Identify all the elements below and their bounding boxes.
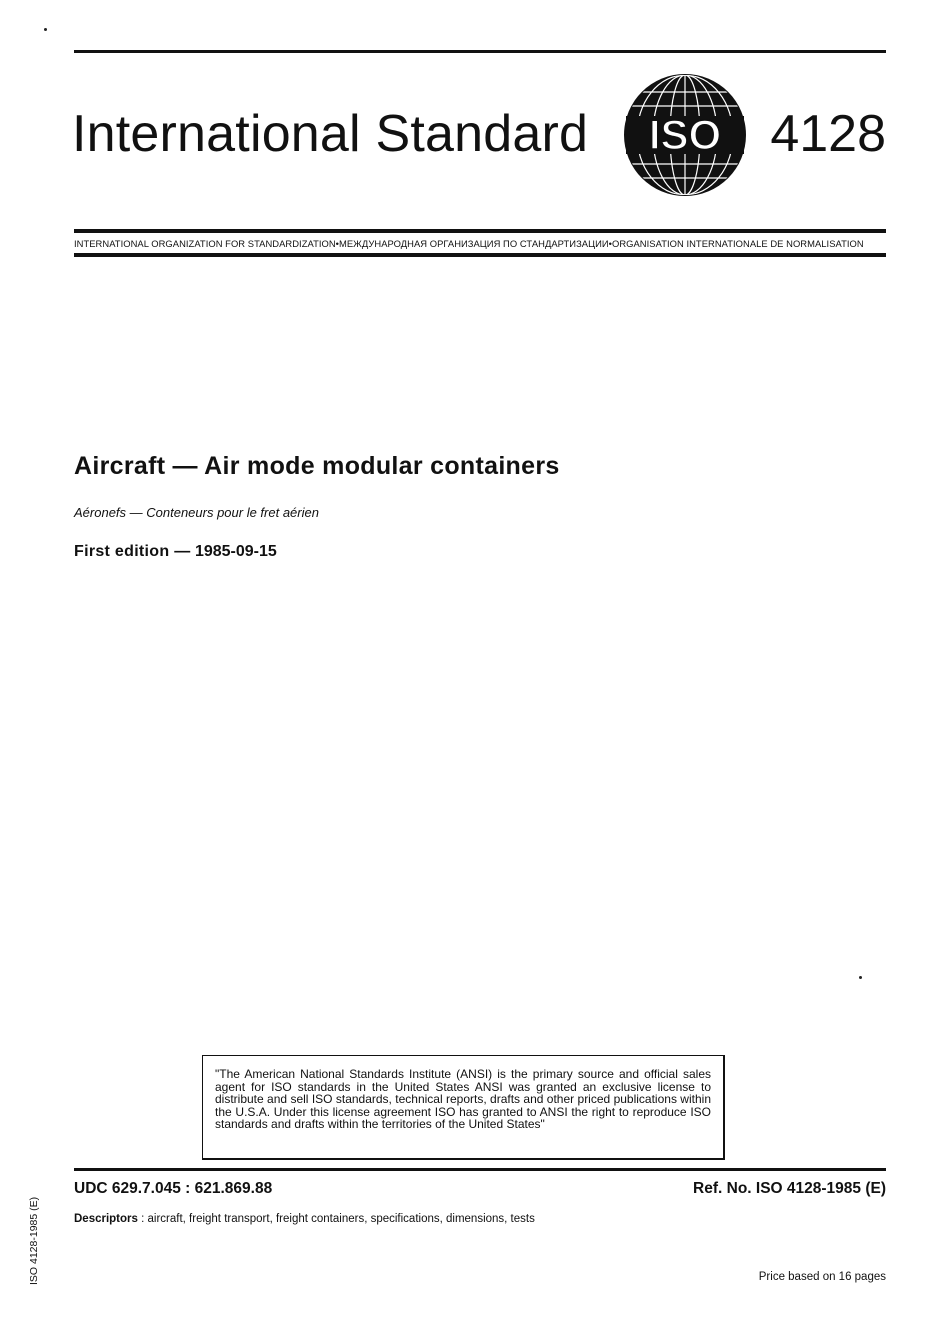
- iso-logo-text: ISO: [648, 111, 722, 158]
- udc-code: UDC 629.7.045 : 621.869.88: [74, 1180, 273, 1197]
- organization-names: INTERNATIONAL ORGANIZATION FOR STANDARDIZATION•МЕЖДУНАРОДНАЯ ОРГАНИЗАЦИЯ ПО СТАНДАРТИЗАЦИИ•ORGANISATION INTERNATIONALE DE NORMALISATION: [74, 238, 864, 249]
- standard-number: 4128: [770, 105, 886, 163]
- edition-date: 1985-09-15: [194, 543, 277, 560]
- page-title: International Standard: [72, 105, 589, 163]
- edition-label: First edition —: [74, 543, 191, 560]
- descriptors-line: [74, 1213, 535, 1225]
- iso-logo: [622, 72, 748, 198]
- header-top-rule: [74, 50, 886, 53]
- scan-speck: [859, 976, 862, 979]
- french-title: Aéronefs — Conteneurs pour le fret aérien: [74, 505, 319, 520]
- document-title: Aircraft — Air mode modular containers: [74, 452, 560, 480]
- header-mid-rule: [74, 229, 886, 233]
- header-bottom-rule: [74, 253, 886, 257]
- edition-line: [74, 543, 277, 561]
- side-reference: ISO 4128-1985 (E): [28, 1196, 40, 1285]
- reference-number: Ref. No. ISO 4128-1985 (E): [693, 1180, 886, 1197]
- descriptors-text: : aircraft, freight transport, freight containers, specifications, dimensions, tests: [137, 1213, 535, 1225]
- descriptors-label: Descriptors: [74, 1213, 138, 1225]
- scan-speck: [44, 28, 47, 31]
- price-note: Price based on 16 pages: [758, 1271, 886, 1283]
- ansi-notice-box: "The American National Standards Institute (ANSI) is the primary source and official sales agent for ISO standards in the United States ANSI was granted an exclusive license to distribute and sell ISO standards, technical reports, drafts and other priced publications within the U.S.A. Under this license agreement ISO has granted to ANSI the right to reproduce ISO standards and drafts within the territories of the United States": [202, 1055, 725, 1160]
- footer-rule: [74, 1168, 886, 1171]
